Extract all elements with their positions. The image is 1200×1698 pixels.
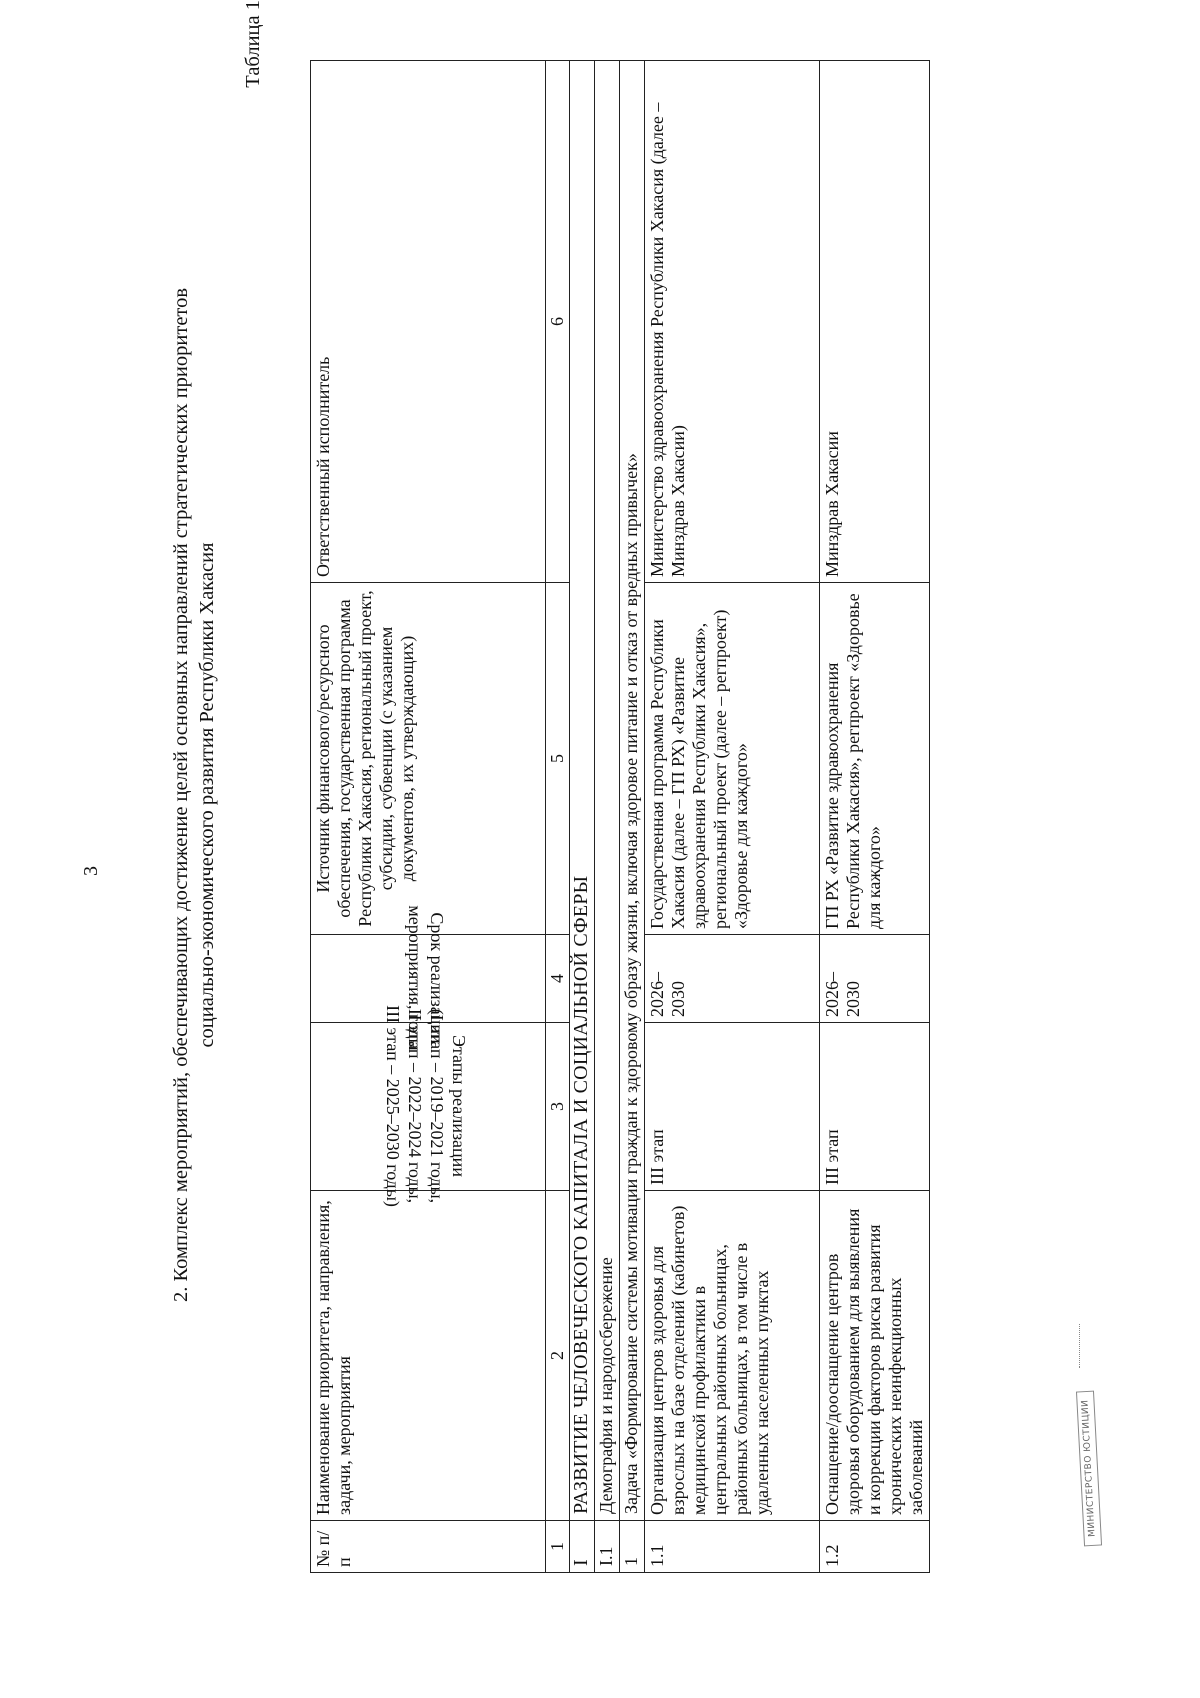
header-source: Источник финансового/ресурсного обеспечения, государственная программа Республики Хакасия, региональный проект, субсидии, субвенции (с указанием документов, их утверждающих): [311, 583, 546, 935]
row-number: 1.1: [645, 1521, 820, 1573]
header-stages-text: Этапы реализации (I этап – 2019–2021 годы, II этап – 2022–2024 годы, III этап – 2025–2030 годы): [383, 1005, 469, 1208]
row-executor: Минздрав Хакасии: [820, 61, 930, 583]
header-name: Наименование приоритета, направления, задачи, мероприятия: [311, 1191, 546, 1521]
table-label: Таблица 1: [242, 0, 264, 88]
row-name: Организация центров здоровья для взрослых на базе отделений (кабинетов) медицинской профилактики в центральных районных больницах, районных больницах, в том числе в удаленных населенных пунктах: [645, 1191, 820, 1521]
row-stage: III этап: [820, 1023, 930, 1191]
row-source: ГП РХ «Развитие здравоохранения Республики Хакасия», регпроект «Здоровье для каждого»: [820, 583, 930, 935]
column-number: 1: [546, 1521, 570, 1573]
row-name: Оснащение/дооснащение центров здоровья оборудованием для выявления и коррекции факторов риска развития хронических неинфекционных заболеваний: [820, 1191, 930, 1521]
header-row: [311, 61, 546, 1573]
document-stamp: МИНИСТЕРСТВО ЮСТИЦИИ: [1076, 1390, 1102, 1546]
row-period: 2026–2030: [645, 935, 820, 1023]
direction-title: Демография и народосбережение: [595, 61, 620, 1521]
column-number: 2: [546, 1191, 570, 1521]
stamp-mark: [1079, 1324, 1080, 1368]
title-line-2: социально-экономического развития Республики Хакасия: [196, 542, 218, 1048]
priority-title: РАЗВИТИЕ ЧЕЛОВЕЧЕСКОГО КАПИТАЛА И СОЦИАЛЬНОЙ СФЕРЫ: [570, 61, 595, 1521]
column-number-row: [546, 61, 570, 1573]
table-row: [820, 61, 930, 1573]
column-number: 5: [546, 583, 570, 935]
priority-row: [570, 61, 595, 1573]
header-period-text: Срок реализации мероприятия, годы: [405, 905, 447, 1052]
direction-number: I.1: [595, 1521, 620, 1573]
row-executor: Министерство здравоохранения Республики Хакасия (далее – Минздрав Хакасии): [645, 61, 820, 583]
row-period: 2026–2030: [820, 935, 930, 1023]
column-number: 6: [546, 61, 570, 583]
title-line-1: 2. Комплекс мероприятий, обеспечивающих достижение целей основных направлений стратегических приоритетов: [170, 287, 192, 1303]
priority-number: I: [570, 1521, 595, 1573]
document-title: [168, 95, 220, 1495]
direction-row: [595, 61, 620, 1573]
header-period: [311, 905, 546, 1052]
column-number: 4: [546, 935, 570, 1023]
header-executor: Ответственный исполнитель: [311, 61, 546, 583]
page-number: 3: [80, 866, 102, 876]
task-row: [620, 61, 645, 1573]
row-stage: III этап: [645, 1023, 820, 1191]
table-row: [645, 61, 820, 1573]
task-number: 1: [620, 1521, 645, 1573]
measures-table: [310, 60, 930, 1573]
header-number: № п/п: [311, 1521, 546, 1573]
row-source: Государственная программа Республики Хакасия (далее – ГП РХ) «Развитие здравоохранения Республики Хакасия», региональный проект (далее – регпроект) «Здоровье для каждого»: [645, 583, 820, 935]
column-number: 3: [546, 1023, 570, 1191]
task-title: Задача «Формирование системы мотивации граждан к здоровому образу жизни, включая здоровое питание и отказ от вредных привычек»: [620, 61, 645, 1521]
row-number: 1.2: [820, 1521, 930, 1573]
